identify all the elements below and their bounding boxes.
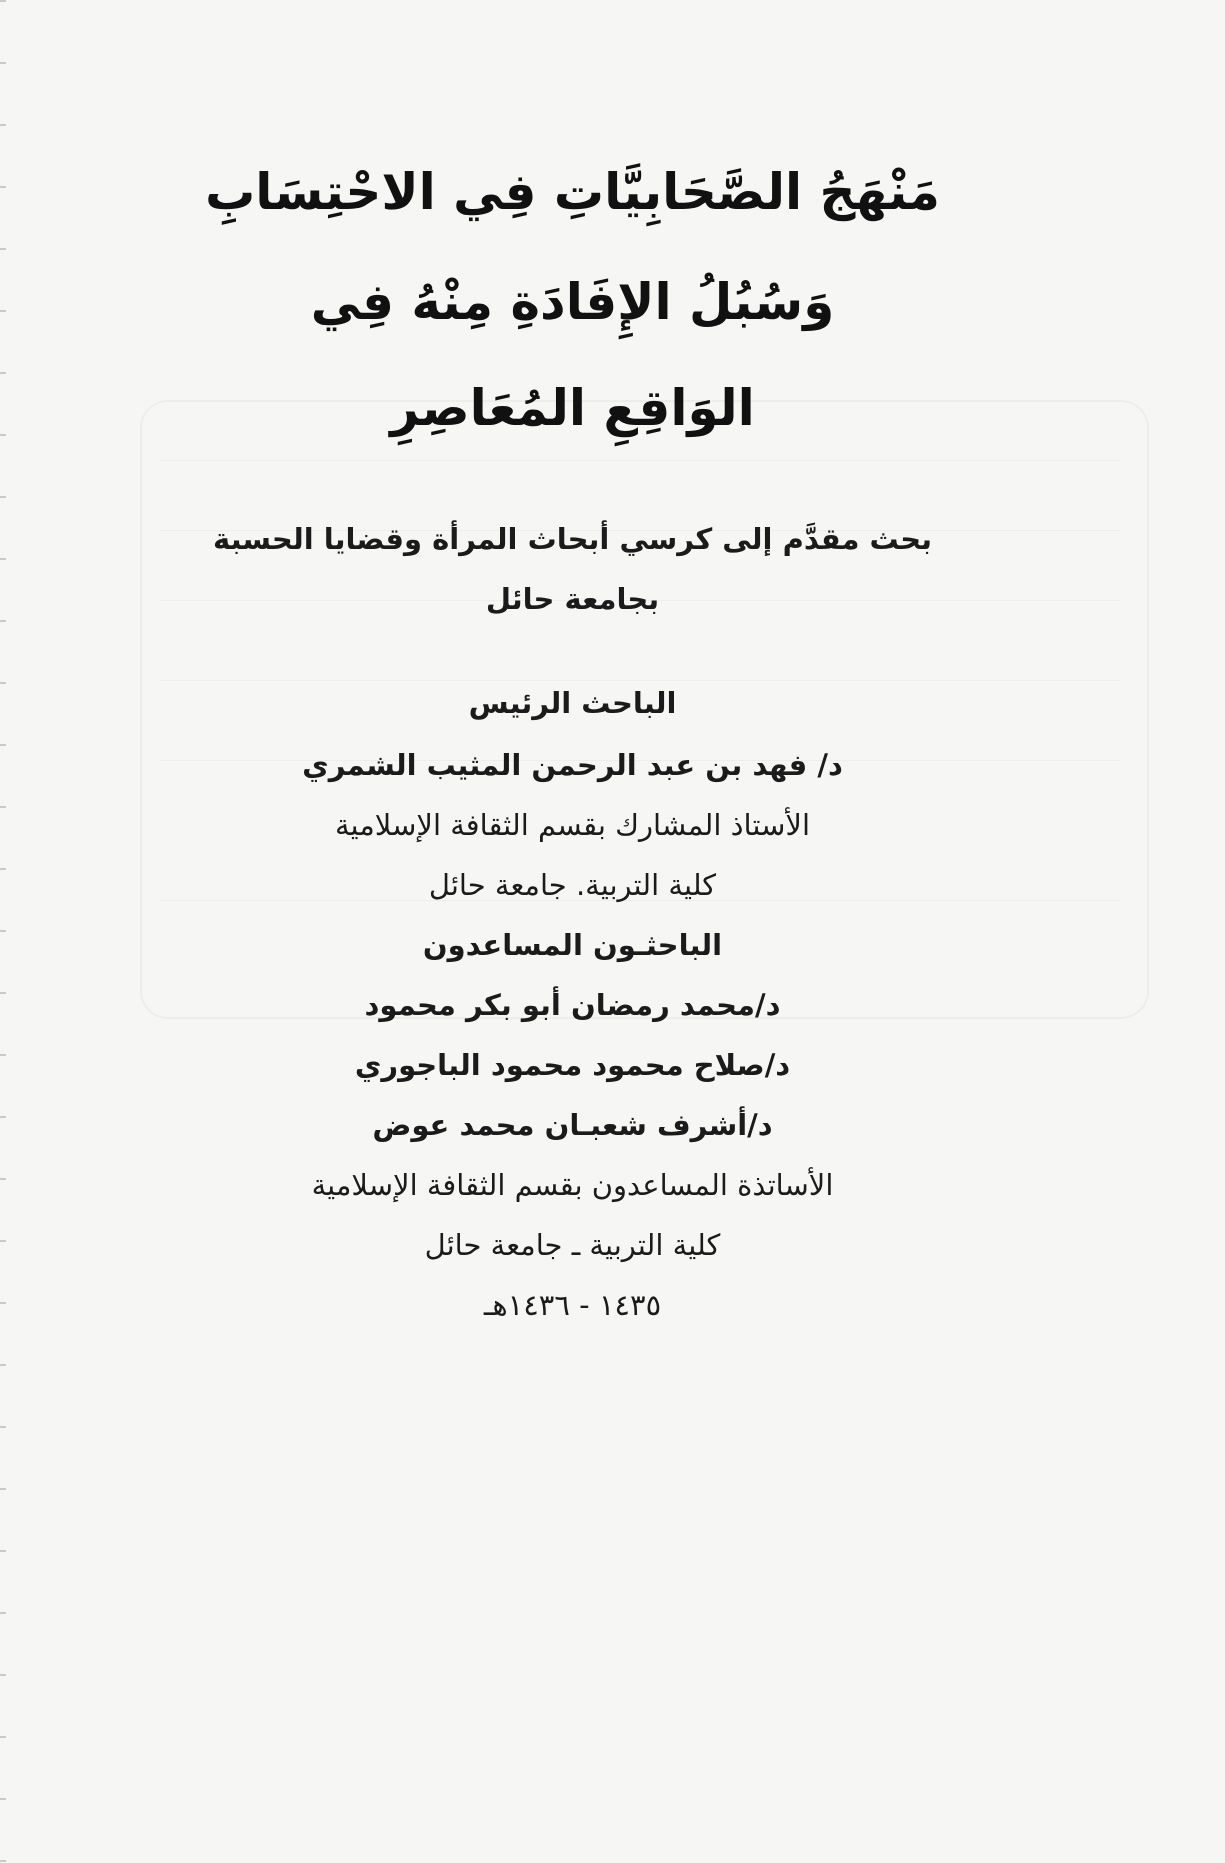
assistant-name-2: د/صلاح محمود محمود الباجوري [354, 1048, 791, 1082]
principal-affiliation: كلية التربية. جامعة حائل [428, 868, 717, 902]
title-line-2: وَسُبُلُ الإِفَادَةِ مِنْهُ فِي [310, 273, 835, 331]
assistant-name-1: د/محمد رمضان أبو بكر محمود [364, 988, 781, 1022]
principal-position: الأستاذ المشارك بقسم الثقافة الإسلامية [334, 808, 811, 842]
title-line-3: الوَاقِعِ المُعَاصِرِ [390, 379, 755, 437]
title-line-1: مَنْهَجُ الصَّحَابِيَّاتِ فِي الاحْتِسَابِ [205, 163, 940, 221]
assistants-heading: الباحثـون المساعدون [422, 928, 723, 962]
principal-heading: الباحث الرئيس [468, 686, 677, 720]
subtitle-line-2: بجامعة حائل [485, 582, 660, 616]
assistants-affiliation: كلية التربية ـ جامعة حائل [424, 1228, 721, 1262]
principal-name: د/ فهد بن عبد الرحمن المثيب الشمري [302, 748, 843, 782]
show-through-line [160, 460, 1120, 461]
subtitle-line-1: بحث مقدَّم إلى كرسي أبحاث المرأة وقضايا الحسبة [213, 522, 932, 556]
assistant-name-3: د/أشرف شعبـان محمد عوض [372, 1108, 773, 1142]
hijri-date: ١٤٣٥ - ١٤٣٦هـ [483, 1288, 662, 1322]
assistants-position: الأساتذة المساعدون بقسم الثقافة الإسلامية [311, 1168, 834, 1202]
show-through-line [160, 680, 1120, 681]
